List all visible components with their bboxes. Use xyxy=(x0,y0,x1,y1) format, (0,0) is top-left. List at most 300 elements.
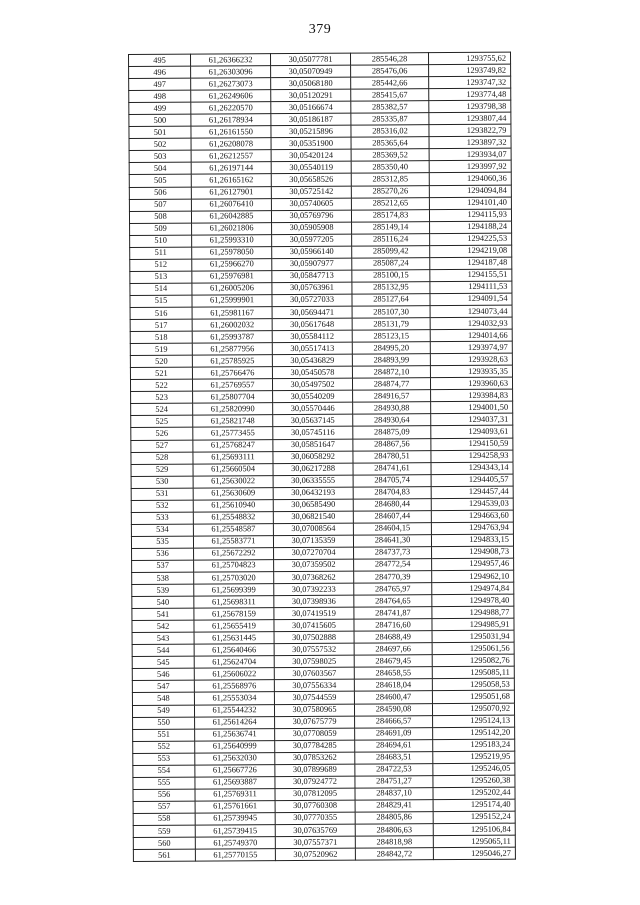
x-coordinate-cell: 284691,09 xyxy=(355,727,433,740)
latitude-cell: 61,25548832 xyxy=(193,511,273,524)
x-coordinate-cell: 285316,02 xyxy=(351,125,429,138)
latitude-cell: 61,25773455 xyxy=(193,427,273,440)
y-coordinate-cell: 1293822,79 xyxy=(429,124,511,137)
x-coordinate-cell: 284722,53 xyxy=(355,763,433,776)
point-number-cell: 502 xyxy=(129,138,191,150)
x-coordinate-cell: 285127,64 xyxy=(352,294,430,307)
y-coordinate-cell: 1294115,93 xyxy=(429,209,511,222)
latitude-cell: 61,25704823 xyxy=(194,560,274,573)
x-coordinate-cell: 284705,74 xyxy=(353,474,431,487)
latitude-cell: 61,25672292 xyxy=(194,548,274,561)
longitude-cell: 30,05068180 xyxy=(271,77,351,90)
latitude-cell: 61,25877956 xyxy=(192,343,272,356)
y-coordinate-cell: 1295070,92 xyxy=(432,703,514,716)
x-coordinate-cell: 284688,49 xyxy=(354,631,432,644)
point-number-cell: 505 xyxy=(129,175,191,187)
y-coordinate-cell: 1294001,50 xyxy=(431,402,513,415)
y-coordinate-cell: 1294155,51 xyxy=(430,269,512,282)
point-number-cell: 520 xyxy=(130,355,192,367)
latitude-cell: 61,25606022 xyxy=(194,668,274,681)
latitude-cell: 61,25610940 xyxy=(193,499,273,512)
point-number-cell: 515 xyxy=(130,295,192,307)
y-coordinate-cell: 1294978,40 xyxy=(432,594,514,607)
point-number-cell: 501 xyxy=(129,126,191,138)
point-number-cell: 509 xyxy=(130,223,192,235)
x-coordinate-cell: 284607,44 xyxy=(353,510,431,523)
y-coordinate-cell: 1295046,27 xyxy=(433,847,515,860)
point-number-cell: 508 xyxy=(129,211,191,223)
page-number: 379 xyxy=(308,22,332,37)
longitude-cell: 30,05966140 xyxy=(272,246,352,259)
latitude-cell: 61,25699399 xyxy=(194,584,274,597)
y-coordinate-cell: 1294219,08 xyxy=(430,245,512,258)
latitude-cell: 61,25770155 xyxy=(195,849,275,862)
latitude-cell: 61,25821748 xyxy=(193,415,273,428)
longitude-cell: 30,07598025 xyxy=(274,655,354,668)
y-coordinate-cell: 1294073,44 xyxy=(430,305,512,318)
x-coordinate-cell: 284679,45 xyxy=(354,655,432,668)
y-coordinate-cell: 1294663,60 xyxy=(431,510,513,523)
latitude-cell: 61,25981167 xyxy=(192,307,272,320)
point-number-cell: 555 xyxy=(133,777,195,789)
longitude-cell: 30,07502888 xyxy=(274,631,354,644)
x-coordinate-cell: 284604,15 xyxy=(353,522,431,535)
latitude-cell: 61,25766476 xyxy=(192,367,272,380)
latitude-cell: 61,25636741 xyxy=(195,728,275,741)
x-coordinate-cell: 284930,64 xyxy=(353,414,431,427)
point-number-cell: 554 xyxy=(133,765,195,777)
longitude-cell: 30,07359502 xyxy=(274,559,354,572)
point-number-cell: 499 xyxy=(129,102,191,114)
x-coordinate-cell: 284765,97 xyxy=(354,583,432,596)
x-coordinate-cell: 285123,15 xyxy=(352,330,430,343)
x-coordinate-cell: 284741,87 xyxy=(354,607,432,620)
point-number-cell: 546 xyxy=(132,668,194,680)
x-coordinate-cell: 285212,65 xyxy=(351,197,429,210)
y-coordinate-cell: 1295219,95 xyxy=(433,751,515,764)
y-coordinate-cell: 1295051,68 xyxy=(432,691,514,704)
latitude-cell: 61,25583771 xyxy=(193,535,273,548)
point-number-cell: 537 xyxy=(132,560,194,572)
y-coordinate-cell: 1294974,84 xyxy=(432,582,514,595)
point-number-cell: 534 xyxy=(131,524,193,536)
point-number-cell: 510 xyxy=(130,235,192,247)
x-coordinate-cell: 285116,24 xyxy=(352,233,430,246)
x-coordinate-cell: 284704,83 xyxy=(353,486,431,499)
y-coordinate-cell: 1295124,13 xyxy=(433,715,515,728)
x-coordinate-cell: 284893,99 xyxy=(352,354,430,367)
point-number-cell: 531 xyxy=(131,488,193,500)
point-number-cell: 550 xyxy=(133,717,195,729)
longitude-cell: 30,05725142 xyxy=(271,186,351,199)
point-number-cell: 551 xyxy=(133,729,195,741)
y-coordinate-cell: 1293984,83 xyxy=(431,389,513,402)
x-coordinate-cell: 284818,98 xyxy=(355,836,433,849)
x-coordinate-cell: 284780,51 xyxy=(353,450,431,463)
longitude-cell: 30,07008564 xyxy=(273,523,353,536)
x-coordinate-cell: 285442,66 xyxy=(351,77,429,90)
point-number-cell: 496 xyxy=(129,66,191,78)
latitude-cell: 61,25698311 xyxy=(194,596,274,609)
longitude-cell: 30,07270704 xyxy=(274,547,354,560)
x-coordinate-cell: 285100,15 xyxy=(352,270,430,283)
latitude-cell: 61,25630022 xyxy=(193,475,273,488)
y-coordinate-cell: 1295260,38 xyxy=(433,775,515,788)
x-coordinate-cell: 285131,79 xyxy=(352,318,430,331)
point-number-cell: 521 xyxy=(130,367,192,379)
point-number-cell: 522 xyxy=(130,379,192,391)
x-coordinate-cell: 284770,39 xyxy=(354,571,432,584)
latitude-cell: 61,26021806 xyxy=(192,222,272,235)
longitude-cell: 30,05540119 xyxy=(271,162,351,175)
y-coordinate-cell: 1295058,53 xyxy=(432,679,514,692)
longitude-cell: 30,07675779 xyxy=(275,716,355,729)
x-coordinate-cell: 284680,44 xyxy=(353,498,431,511)
y-coordinate-cell: 1293934,07 xyxy=(429,149,511,162)
x-coordinate-cell: 285369,52 xyxy=(351,149,429,162)
latitude-cell: 61,25749370 xyxy=(195,837,275,850)
longitude-cell: 30,07544559 xyxy=(274,692,354,705)
longitude-cell: 30,07603567 xyxy=(274,668,354,681)
latitude-cell: 61,26076410 xyxy=(191,198,271,211)
point-number-cell: 552 xyxy=(133,741,195,753)
y-coordinate-cell: 1294060,36 xyxy=(429,173,511,186)
latitude-cell: 61,25678159 xyxy=(194,608,274,621)
longitude-cell: 30,06585490 xyxy=(273,499,353,512)
latitude-cell: 61,26042885 xyxy=(191,210,271,223)
point-number-cell: 560 xyxy=(133,837,195,849)
latitude-cell: 61,25614264 xyxy=(195,716,275,729)
y-coordinate-cell: 1294032,93 xyxy=(430,317,512,330)
point-number-cell: 529 xyxy=(131,464,193,476)
point-number-cell: 500 xyxy=(129,114,191,126)
longitude-cell: 30,05769796 xyxy=(271,210,351,223)
longitude-cell: 30,07557371 xyxy=(275,836,355,849)
longitude-cell: 30,07415605 xyxy=(274,619,354,632)
point-number-cell: 524 xyxy=(131,403,193,415)
x-coordinate-cell: 284590,08 xyxy=(354,703,432,716)
y-coordinate-cell: 1294187,48 xyxy=(430,257,512,270)
x-coordinate-cell: 284741,61 xyxy=(353,462,431,475)
longitude-cell: 30,05740605 xyxy=(271,198,351,211)
latitude-cell: 61,25978050 xyxy=(192,246,272,259)
longitude-cell: 30,07556334 xyxy=(274,680,354,693)
point-number-cell: 544 xyxy=(132,644,194,656)
latitude-cell: 61,26249606 xyxy=(191,90,271,103)
longitude-cell: 30,05905908 xyxy=(272,222,352,235)
y-coordinate-cell: 1295174,40 xyxy=(433,799,515,812)
x-coordinate-cell: 285476,06 xyxy=(351,65,429,78)
point-number-cell: 514 xyxy=(130,283,192,295)
latitude-cell: 61,26197144 xyxy=(191,162,271,175)
longitude-cell: 30,05658526 xyxy=(271,174,351,187)
x-coordinate-cell: 285335,87 xyxy=(351,113,429,126)
x-coordinate-cell: 284842,72 xyxy=(355,848,433,861)
x-coordinate-cell: 284995,20 xyxy=(352,342,430,355)
longitude-cell: 30,07853262 xyxy=(275,752,355,765)
longitude-cell: 30,06058292 xyxy=(273,451,353,464)
x-coordinate-cell: 285174,83 xyxy=(351,209,429,222)
latitude-cell: 61,26127901 xyxy=(191,186,271,199)
point-number-cell: 495 xyxy=(129,54,191,66)
y-coordinate-cell: 1293935,35 xyxy=(430,365,512,378)
longitude-cell: 30,05617648 xyxy=(272,318,352,331)
point-number-cell: 498 xyxy=(129,90,191,102)
x-coordinate-cell: 285382,57 xyxy=(351,101,429,114)
x-coordinate-cell: 285107,30 xyxy=(352,306,430,319)
x-coordinate-cell: 284641,30 xyxy=(353,535,431,548)
x-coordinate-cell: 285132,95 xyxy=(352,282,430,295)
longitude-cell: 30,05637145 xyxy=(273,415,353,428)
x-coordinate-cell: 284666,57 xyxy=(355,715,433,728)
x-coordinate-cell: 284683,51 xyxy=(355,751,433,764)
y-coordinate-cell: 1294962,10 xyxy=(432,570,514,583)
longitude-cell: 30,05436829 xyxy=(272,354,352,367)
latitude-cell: 61,25553034 xyxy=(194,692,274,705)
x-coordinate-cell: 284600,47 xyxy=(354,691,432,704)
x-coordinate-cell: 285099,42 xyxy=(352,245,430,258)
latitude-cell: 61,25631445 xyxy=(194,632,274,645)
latitude-cell: 61,26178934 xyxy=(191,114,271,127)
y-coordinate-cell: 1294093,61 xyxy=(431,426,513,439)
longitude-cell: 30,05517413 xyxy=(272,342,352,355)
y-coordinate-cell: 1294094,84 xyxy=(429,185,511,198)
latitude-cell: 61,25768247 xyxy=(193,439,273,452)
x-coordinate-cell: 285149,14 xyxy=(352,221,430,234)
latitude-cell: 61,25655419 xyxy=(194,620,274,633)
latitude-cell: 61,26366232 xyxy=(191,54,271,67)
longitude-cell: 30,07635769 xyxy=(275,824,355,837)
longitude-cell: 30,06335555 xyxy=(273,475,353,488)
point-number-cell: 558 xyxy=(133,813,195,825)
point-number-cell: 517 xyxy=(130,319,192,331)
latitude-cell: 61,26165162 xyxy=(191,174,271,187)
point-number-cell: 538 xyxy=(132,572,194,584)
latitude-cell: 61,25632030 xyxy=(195,752,275,765)
latitude-cell: 61,25568976 xyxy=(194,680,274,693)
point-number-cell: 503 xyxy=(129,150,191,162)
latitude-cell: 61,26208078 xyxy=(191,138,271,151)
point-number-cell: 545 xyxy=(132,656,194,668)
latitude-cell: 61,26303096 xyxy=(191,66,271,79)
x-coordinate-cell: 284874,77 xyxy=(352,378,430,391)
longitude-cell: 30,06217288 xyxy=(273,463,353,476)
y-coordinate-cell: 1293928,63 xyxy=(430,353,512,366)
point-number-cell: 547 xyxy=(132,681,194,693)
longitude-cell: 30,05351900 xyxy=(271,137,351,150)
y-coordinate-cell: 1295142,20 xyxy=(433,727,515,740)
longitude-cell: 30,07708059 xyxy=(275,728,355,741)
latitude-cell: 61,25769557 xyxy=(192,379,272,392)
latitude-cell: 61,26161550 xyxy=(191,126,271,139)
latitude-cell: 61,25544232 xyxy=(194,704,274,717)
y-coordinate-cell: 1295202,44 xyxy=(433,787,515,800)
y-coordinate-cell: 1293774,48 xyxy=(429,88,511,101)
y-coordinate-cell: 1294457,44 xyxy=(431,486,513,499)
y-coordinate-cell: 1293798,38 xyxy=(429,100,511,113)
latitude-cell: 61,25739415 xyxy=(195,825,275,838)
longitude-cell: 30,07419519 xyxy=(274,607,354,620)
y-coordinate-cell: 1293749,82 xyxy=(429,64,511,77)
longitude-cell: 30,05450578 xyxy=(272,366,352,379)
latitude-cell: 61,25624704 xyxy=(194,656,274,669)
point-number-cell: 533 xyxy=(131,512,193,524)
longitude-cell: 30,07392233 xyxy=(274,583,354,596)
y-coordinate-cell: 1294014,66 xyxy=(430,329,512,342)
longitude-cell: 30,07924772 xyxy=(275,776,355,789)
x-coordinate-cell: 284694,61 xyxy=(355,739,433,752)
x-coordinate-cell: 285087,24 xyxy=(352,257,430,270)
y-coordinate-cell: 1294150,59 xyxy=(431,438,513,451)
x-coordinate-cell: 284737,73 xyxy=(354,547,432,560)
longitude-cell: 30,07899689 xyxy=(275,764,355,777)
x-coordinate-cell: 284772,54 xyxy=(354,559,432,572)
latitude-cell: 61,26273073 xyxy=(191,78,271,91)
latitude-cell: 61,26212557 xyxy=(191,150,271,163)
y-coordinate-cell: 1294111,53 xyxy=(430,281,512,294)
point-number-cell: 504 xyxy=(129,163,191,175)
longitude-cell: 30,05077781 xyxy=(271,53,351,66)
x-coordinate-cell: 285270,26 xyxy=(351,185,429,198)
y-coordinate-cell: 1295085,11 xyxy=(432,667,514,680)
longitude-cell: 30,07812095 xyxy=(275,788,355,801)
x-coordinate-cell: 284806,63 xyxy=(355,824,433,837)
y-coordinate-cell: 1294225,53 xyxy=(430,233,512,246)
latitude-cell: 61,25820990 xyxy=(193,403,273,416)
longitude-cell: 30,06432193 xyxy=(273,487,353,500)
y-coordinate-cell: 1293960,63 xyxy=(430,377,512,390)
latitude-cell: 61,25785925 xyxy=(192,355,272,368)
longitude-cell: 30,05907977 xyxy=(272,258,352,271)
x-coordinate-cell: 284764,65 xyxy=(354,595,432,608)
latitude-cell: 61,25667726 xyxy=(195,764,275,777)
longitude-cell: 30,05120291 xyxy=(271,89,351,102)
longitude-cell: 30,05166674 xyxy=(271,101,351,114)
longitude-cell: 30,05851647 xyxy=(273,439,353,452)
y-coordinate-cell: 1295082,76 xyxy=(432,654,514,667)
x-coordinate-cell: 284805,86 xyxy=(355,812,433,825)
x-coordinate-cell: 284867,56 xyxy=(353,438,431,451)
longitude-cell: 30,06821540 xyxy=(273,511,353,524)
latitude-cell: 61,25693887 xyxy=(195,776,275,789)
y-coordinate-cell: 1294091,54 xyxy=(430,293,512,306)
longitude-cell: 30,07368262 xyxy=(274,571,354,584)
latitude-cell: 61,25660504 xyxy=(193,463,273,476)
point-number-cell: 527 xyxy=(131,440,193,452)
y-coordinate-cell: 1294343,14 xyxy=(431,462,513,475)
y-coordinate-cell: 1294258,93 xyxy=(431,450,513,463)
longitude-cell: 30,05215896 xyxy=(271,125,351,138)
longitude-cell: 30,05497502 xyxy=(272,378,352,391)
longitude-cell: 30,05977205 xyxy=(272,234,352,247)
x-coordinate-cell: 285350,40 xyxy=(351,161,429,174)
y-coordinate-cell: 1295061,56 xyxy=(432,642,514,655)
latitude-cell: 61,25807704 xyxy=(193,391,273,404)
y-coordinate-cell: 1294539,03 xyxy=(431,498,513,511)
point-number-cell: 556 xyxy=(133,789,195,801)
latitude-cell: 61,25993310 xyxy=(192,234,272,247)
y-coordinate-cell: 1294908,73 xyxy=(432,546,514,559)
latitude-cell: 61,25966270 xyxy=(192,258,272,271)
point-number-cell: 561 xyxy=(133,849,195,861)
x-coordinate-cell: 284658,55 xyxy=(354,667,432,680)
x-coordinate-cell: 284829,41 xyxy=(355,800,433,813)
point-number-cell: 548 xyxy=(132,693,194,705)
longitude-cell: 30,05420124 xyxy=(271,150,351,163)
x-coordinate-cell: 284751,27 xyxy=(355,775,433,788)
x-coordinate-cell: 285546,28 xyxy=(350,53,428,66)
point-number-cell: 516 xyxy=(130,307,192,319)
longitude-cell: 30,05847713 xyxy=(272,270,352,283)
longitude-cell: 30,05584112 xyxy=(272,330,352,343)
y-coordinate-cell: 1295246,05 xyxy=(433,763,515,776)
y-coordinate-cell: 1293974,97 xyxy=(430,341,512,354)
longitude-cell: 30,05745116 xyxy=(273,427,353,440)
point-number-cell: 512 xyxy=(130,259,192,271)
x-coordinate-cell: 284930,88 xyxy=(353,402,431,415)
longitude-cell: 30,07398936 xyxy=(274,595,354,608)
y-coordinate-cell: 1295152,24 xyxy=(433,811,515,824)
y-coordinate-cell: 1294188,24 xyxy=(430,221,512,234)
point-number-cell: 511 xyxy=(130,247,192,259)
point-number-cell: 541 xyxy=(132,608,194,620)
latitude-cell: 61,25993787 xyxy=(192,331,272,344)
y-coordinate-cell: 1294988,77 xyxy=(432,606,514,619)
y-coordinate-cell: 1294833,15 xyxy=(431,534,513,547)
coordinates-table-body xyxy=(129,52,516,861)
x-coordinate-cell: 284916,57 xyxy=(353,390,431,403)
x-coordinate-cell: 284697,66 xyxy=(354,643,432,656)
longitude-cell: 30,07520962 xyxy=(275,848,355,861)
longitude-cell: 30,05540209 xyxy=(273,390,353,403)
point-number-cell: 513 xyxy=(130,271,192,283)
longitude-cell: 30,05070949 xyxy=(271,65,351,78)
longitude-cell: 30,07760308 xyxy=(275,800,355,813)
point-number-cell: 526 xyxy=(131,428,193,440)
longitude-cell: 30,07784285 xyxy=(275,740,355,753)
x-coordinate-cell: 285415,67 xyxy=(351,89,429,102)
longitude-cell: 30,05763961 xyxy=(272,282,352,295)
x-coordinate-cell: 285365,64 xyxy=(351,137,429,150)
point-number-cell: 530 xyxy=(131,476,193,488)
latitude-cell: 61,26005206 xyxy=(192,283,272,296)
point-number-cell: 557 xyxy=(133,801,195,813)
longitude-cell: 30,05694471 xyxy=(272,306,352,319)
coordinates-table xyxy=(128,52,516,862)
point-number-cell: 506 xyxy=(129,187,191,199)
y-coordinate-cell: 1295106,84 xyxy=(433,823,515,836)
point-number-cell: 549 xyxy=(132,705,194,717)
longitude-cell: 30,05186187 xyxy=(271,113,351,126)
point-number-cell: 543 xyxy=(132,632,194,644)
point-number-cell: 525 xyxy=(131,416,193,428)
latitude-cell: 61,25640999 xyxy=(195,740,275,753)
latitude-cell: 61,25640466 xyxy=(194,644,274,657)
y-coordinate-cell: 1293747,32 xyxy=(429,76,511,89)
point-number-cell: 559 xyxy=(133,825,195,837)
y-coordinate-cell: 1295031,94 xyxy=(432,630,514,643)
latitude-cell: 61,26002032 xyxy=(192,319,272,332)
x-coordinate-cell: 285312,85 xyxy=(351,173,429,186)
longitude-cell: 30,05570446 xyxy=(273,402,353,415)
y-coordinate-cell: 1294985,91 xyxy=(432,618,514,631)
latitude-cell: 61,25976981 xyxy=(192,270,272,283)
y-coordinate-cell: 1293897,32 xyxy=(429,136,511,149)
y-coordinate-cell: 1293997,92 xyxy=(429,161,511,174)
point-number-cell: 507 xyxy=(129,199,191,211)
point-number-cell: 519 xyxy=(130,343,192,355)
point-number-cell: 497 xyxy=(129,78,191,90)
